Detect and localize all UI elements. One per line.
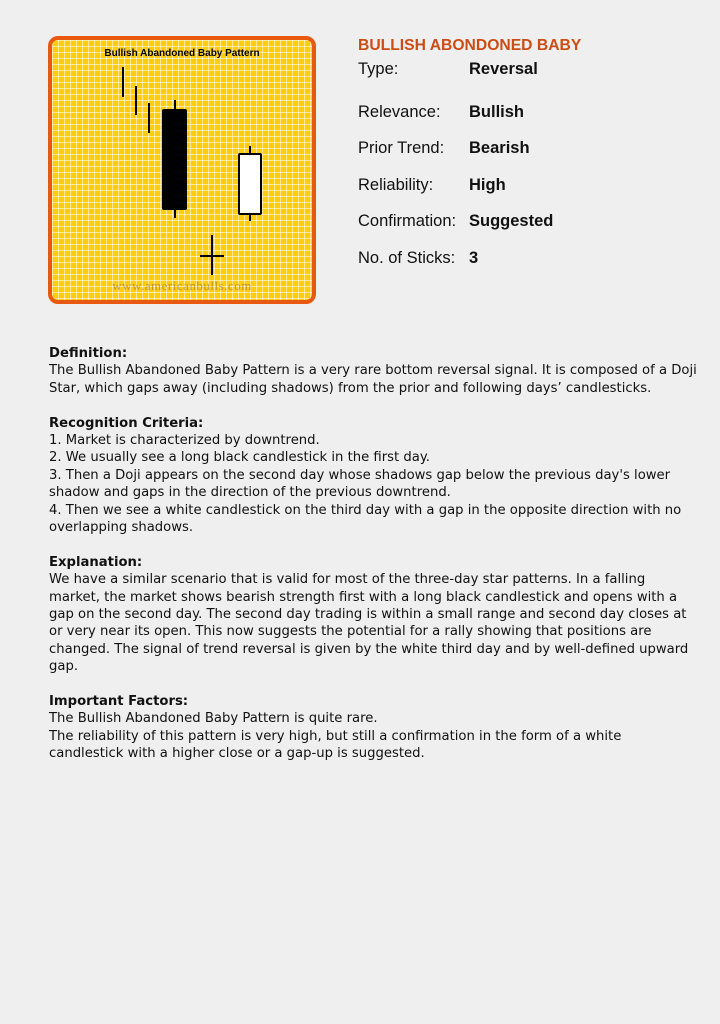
- info-value: 3: [469, 249, 479, 267]
- list-item: 4. Then we see a white candlestick on the third day with a gap in the opposite direction with no overlapping shadows.: [49, 502, 682, 536]
- info-row-relevance: [358, 101, 524, 123]
- factors-heading: Important Factors:: [49, 694, 189, 710]
- pattern-chart-card: [48, 36, 316, 304]
- explanation-section: [49, 554, 699, 676]
- definition-heading: Definition:: [49, 346, 128, 361]
- list-item: 3. Then a Doji appears on the second day whose shadows gap below the previous day's lower shadow and gaps in the direction of the previous downtrend.: [49, 467, 671, 501]
- info-label: Relevance:: [358, 103, 441, 121]
- chart-watermark: www.americanbulls.com: [112, 278, 252, 293]
- list-item: 2. We usually see a long black candlestick in the first day.: [49, 450, 430, 466]
- definition-text: The Bullish Abandoned Baby Pattern is a very rare bottom reversal signal. It is composed of a Doji Star, which gaps away (including shadows) from the prior and following days’ candlesticks.: [49, 363, 697, 396]
- factors-line: The Bullish Abandoned Baby Pattern is quite rare.: [49, 711, 378, 727]
- info-row-reliability: [358, 174, 506, 196]
- pattern-description: [49, 345, 699, 780]
- info-row-type: [358, 58, 538, 80]
- info-label: Confirmation:: [358, 212, 457, 230]
- factors-line: The reliability of this pattern is very high, but still a confirmation in the form of a white candlestick with a higher close or a gap-up is suggested.: [49, 728, 622, 762]
- recognition-heading: Recognition Criteria:: [49, 415, 204, 431]
- chart-title: Bullish Abandoned Baby Pattern: [104, 48, 260, 59]
- info-label: Reliability:: [358, 176, 434, 194]
- explanation-heading: Explanation:: [49, 554, 143, 570]
- info-label: Type:: [358, 60, 399, 78]
- definition-section: [49, 345, 699, 397]
- pattern-title: BULLISH ABONDONED BABY: [358, 37, 582, 54]
- list-item: 1. Market is characterized by downtrend.: [49, 433, 320, 449]
- info-row-confirmation: [358, 210, 553, 232]
- info-label: No. of Sticks:: [358, 249, 456, 267]
- candlestick-chart: [52, 40, 312, 300]
- explanation-text: We have a similar scenario that is valid for most of the three-day star patterns. In a falling market, the market shows bearish strength first with a long black candlestick and opens with a gap on the second day. The second day trading is within a small range and second day closes at or very near its open. This now suggests the potential for a rally showing that positions are changed. The signal of trend reversal is given by the white third day and by well-defined upward gap.: [49, 572, 689, 675]
- info-row-sticks: [358, 247, 478, 269]
- info-value: Reversal: [469, 60, 538, 78]
- recognition-list: [49, 432, 699, 536]
- info-row-prior-trend: [358, 137, 530, 159]
- info-label: Prior Trend:: [358, 139, 445, 157]
- info-value: Bullish: [469, 103, 525, 121]
- info-value: High: [469, 176, 506, 194]
- white-candle-body: [239, 154, 261, 214]
- recognition-section: [49, 415, 699, 537]
- black-candle-body: [162, 109, 187, 210]
- factors-section: [49, 693, 699, 763]
- info-value: Bearish: [469, 139, 530, 157]
- info-value: Suggested: [469, 212, 554, 230]
